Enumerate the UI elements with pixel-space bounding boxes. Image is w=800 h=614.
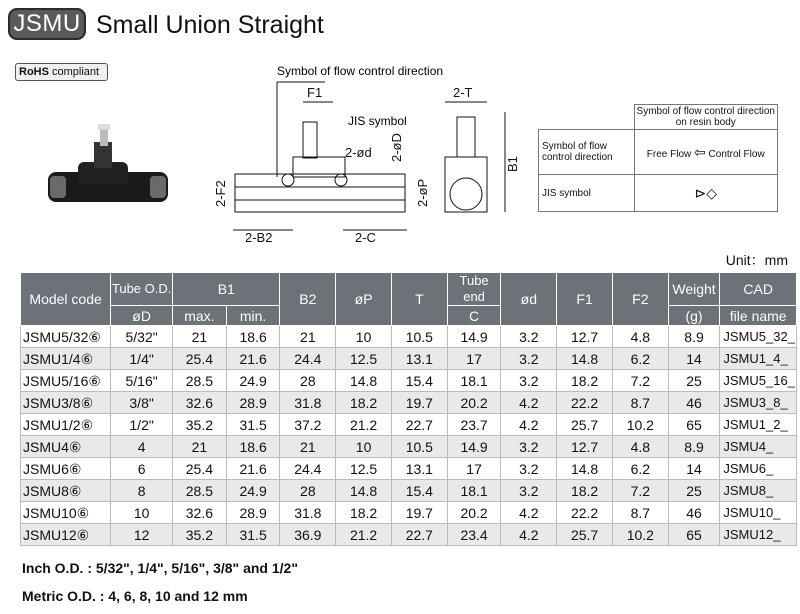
col-cad-sub: file name bbox=[720, 306, 797, 326]
flow-symbol-label: Symbol of flow control direction bbox=[277, 64, 444, 78]
table-cell: 21 bbox=[173, 326, 227, 348]
dim-c: 2-C bbox=[355, 230, 376, 245]
rohs-label: compliant bbox=[52, 66, 100, 78]
table-cell: 18.2 bbox=[336, 392, 392, 414]
free-flow-label: Free Flow bbox=[646, 148, 692, 160]
table-cell: 21 bbox=[173, 436, 227, 458]
table-cell: 8.7 bbox=[612, 502, 668, 524]
table-cell: 3.2 bbox=[501, 348, 557, 370]
jis-label: JIS symbol bbox=[348, 114, 407, 128]
table-cell: 32.6 bbox=[173, 502, 227, 524]
flow-arrow-icon: ⇦ bbox=[694, 143, 706, 160]
table-cell: 7.2 bbox=[612, 370, 668, 392]
technical-drawing bbox=[205, 62, 535, 252]
table-cell: 24.9 bbox=[226, 480, 280, 502]
table-cell: JSMU10_ bbox=[720, 502, 797, 524]
table-cell: 65 bbox=[668, 414, 720, 436]
table-row bbox=[21, 348, 797, 370]
table-cell: 3.2 bbox=[501, 458, 557, 480]
table-cell: 32.6 bbox=[173, 392, 227, 414]
col-weight: Weight bbox=[668, 273, 720, 306]
table-cell: 12.5 bbox=[336, 348, 392, 370]
table-row bbox=[21, 436, 797, 458]
col-tube-od: Tube O.D. bbox=[111, 273, 173, 306]
table-cell: 22.7 bbox=[391, 414, 447, 436]
table-cell: 12.5 bbox=[336, 458, 392, 480]
table-cell: 28 bbox=[280, 370, 336, 392]
table-cell: 15.4 bbox=[391, 370, 447, 392]
table-cell: 10 bbox=[336, 326, 392, 348]
table-cell: 23.4 bbox=[447, 524, 501, 546]
table-cell: 24.4 bbox=[280, 458, 336, 480]
table-cell: 25 bbox=[668, 370, 720, 392]
table-cell: 21.2 bbox=[336, 414, 392, 436]
flow-symbol-table bbox=[538, 104, 778, 212]
table-cell: JSMU3/8⑥ bbox=[21, 392, 111, 414]
table-cell: JSMU1_2_ bbox=[720, 414, 797, 436]
table-cell: 17 bbox=[447, 458, 501, 480]
table-cell: JSMU8⑥ bbox=[21, 480, 111, 502]
table-cell: 8.7 bbox=[612, 392, 668, 414]
col-b1: B1 bbox=[173, 273, 280, 306]
table-cell: 31.5 bbox=[226, 414, 280, 436]
table-cell: 10.2 bbox=[612, 524, 668, 546]
inch-note: Inch O.D. : 5/32", 1/4", 5/16", 3/8" and 1/2" bbox=[22, 560, 298, 576]
table-row bbox=[21, 458, 797, 480]
table-cell: 21.2 bbox=[336, 524, 392, 546]
table-cell: 20.2 bbox=[447, 392, 501, 414]
table-cell: 24.9 bbox=[226, 370, 280, 392]
table-cell: 6.2 bbox=[612, 348, 668, 370]
table-cell: 4.8 bbox=[612, 326, 668, 348]
table-cell: 28.5 bbox=[173, 480, 227, 502]
dim-od: 2-ød bbox=[345, 145, 372, 160]
table-cell: 46 bbox=[668, 502, 720, 524]
table-cell: 21.6 bbox=[226, 348, 280, 370]
table-cell: 17 bbox=[447, 348, 501, 370]
table-cell: 28 bbox=[280, 480, 336, 502]
table-cell: JSMU5/16⑥ bbox=[21, 370, 111, 392]
table-row bbox=[21, 502, 797, 524]
table-cell: 18.2 bbox=[336, 502, 392, 524]
side-row1-label: Symbol of flow control direction bbox=[539, 130, 635, 175]
table-row bbox=[21, 414, 797, 436]
table-cell: 24.4 bbox=[280, 348, 336, 370]
table-cell: JSMU5_32_ bbox=[720, 326, 797, 348]
dim-oD: 2-øD bbox=[389, 133, 404, 162]
unit-label: Unit：mm bbox=[725, 252, 788, 268]
jis-symbol-icon: ⊳◇ bbox=[694, 184, 717, 201]
col-weight-sub: (g) bbox=[668, 306, 720, 326]
table-cell: 31.8 bbox=[280, 392, 336, 414]
table-cell: JSMU8_ bbox=[720, 480, 797, 502]
table-cell: JSMU3_8_ bbox=[720, 392, 797, 414]
dim-oP: 2-øP bbox=[415, 178, 430, 207]
table-cell: 18.2 bbox=[557, 370, 613, 392]
table-cell: 65 bbox=[668, 524, 720, 546]
table-cell: 1/2" bbox=[111, 414, 173, 436]
table-cell: JSMU12_ bbox=[720, 524, 797, 546]
table-cell: 14.8 bbox=[557, 458, 613, 480]
table-cell: 3.2 bbox=[501, 370, 557, 392]
table-cell: 19.7 bbox=[391, 502, 447, 524]
table-cell: 14.8 bbox=[336, 370, 392, 392]
table-cell: 18.2 bbox=[557, 480, 613, 502]
dim-b1: B1 bbox=[505, 156, 520, 172]
table-cell: JSMU10⑥ bbox=[21, 502, 111, 524]
table-row bbox=[21, 392, 797, 414]
table-cell: 14.8 bbox=[336, 480, 392, 502]
table-cell: 28.9 bbox=[226, 392, 280, 414]
table-cell: 8.9 bbox=[668, 326, 720, 348]
table-cell: 31.8 bbox=[280, 502, 336, 524]
table-cell: 4.2 bbox=[501, 392, 557, 414]
dim-f2: 2-F2 bbox=[213, 180, 228, 207]
table-cell: JSMU6⑥ bbox=[21, 458, 111, 480]
side-row2-label: JIS symbol bbox=[539, 175, 635, 212]
table-cell: 10 bbox=[336, 436, 392, 458]
table-cell: 14.9 bbox=[447, 436, 501, 458]
metric-note: Metric O.D. : 4, 6, 8, 10 and 12 mm bbox=[22, 588, 248, 604]
table-cell: 4.2 bbox=[501, 502, 557, 524]
table-cell: 10.5 bbox=[391, 436, 447, 458]
dim-f1: F1 bbox=[307, 85, 323, 100]
col-b1-min: min. bbox=[226, 306, 280, 326]
rohs-badge: RoHS compliant bbox=[15, 63, 108, 81]
col-f2: F2 bbox=[612, 273, 668, 326]
table-cell: 21 bbox=[280, 436, 336, 458]
table-cell: 14 bbox=[668, 348, 720, 370]
table-cell: 4.2 bbox=[501, 414, 557, 436]
table-cell: 18.1 bbox=[447, 370, 501, 392]
table-cell: 5/32" bbox=[111, 326, 173, 348]
table-cell: 4.8 bbox=[612, 436, 668, 458]
table-row bbox=[21, 524, 797, 546]
table-cell: 28.5 bbox=[173, 370, 227, 392]
table-cell: 28.9 bbox=[226, 502, 280, 524]
table-cell: 12 bbox=[111, 524, 173, 546]
table-cell: 3.2 bbox=[501, 326, 557, 348]
table-row bbox=[21, 326, 797, 348]
table-cell: 25.4 bbox=[173, 348, 227, 370]
table-cell: 8 bbox=[111, 480, 173, 502]
col-op: øP bbox=[336, 273, 392, 326]
table-cell: 35.2 bbox=[173, 524, 227, 546]
table-cell: 14.9 bbox=[447, 326, 501, 348]
table-cell: 21.6 bbox=[226, 458, 280, 480]
table-cell: 25.7 bbox=[557, 524, 613, 546]
table-cell: 19.7 bbox=[391, 392, 447, 414]
table-cell: 6.2 bbox=[612, 458, 668, 480]
table-cell: 22.2 bbox=[557, 392, 613, 414]
table-cell: 10.5 bbox=[391, 326, 447, 348]
col-f1: F1 bbox=[557, 273, 613, 326]
col-model: Model code bbox=[21, 273, 111, 326]
table-cell: JSMU1/4⑥ bbox=[21, 348, 111, 370]
table-cell: 8.9 bbox=[668, 436, 720, 458]
page-title: Small Union Straight bbox=[96, 11, 324, 39]
side-header: Symbol of flow control direction on resin body bbox=[634, 105, 778, 130]
table-cell: JSMU1/2⑥ bbox=[21, 414, 111, 436]
col-b1-max: max. bbox=[173, 306, 227, 326]
table-row bbox=[21, 480, 797, 502]
table-cell: 13.1 bbox=[391, 348, 447, 370]
col-t: T bbox=[391, 273, 447, 326]
table-cell: JSMU1_4_ bbox=[720, 348, 797, 370]
product-photo bbox=[38, 120, 178, 220]
table-cell: 14.8 bbox=[557, 348, 613, 370]
table-cell: 12.7 bbox=[557, 326, 613, 348]
table-cell: JSMU12⑥ bbox=[21, 524, 111, 546]
table-cell: 20.2 bbox=[447, 502, 501, 524]
product-code-badge: JSMU bbox=[8, 8, 86, 40]
table-cell: JSMU4⑥ bbox=[21, 436, 111, 458]
col-od: ød bbox=[501, 273, 557, 326]
table-cell: 18.1 bbox=[447, 480, 501, 502]
table-cell: JSMU5_16_ bbox=[720, 370, 797, 392]
table-cell: 10.2 bbox=[612, 414, 668, 436]
col-b2: B2 bbox=[280, 273, 336, 326]
table-cell: 5/16" bbox=[111, 370, 173, 392]
table-cell: 35.2 bbox=[173, 414, 227, 436]
table-cell: 31.5 bbox=[226, 524, 280, 546]
dim-t: 2-T bbox=[453, 85, 473, 100]
table-cell: 6 bbox=[111, 458, 173, 480]
table-cell: 18.6 bbox=[226, 326, 280, 348]
col-tube-end-sub: C bbox=[447, 306, 501, 326]
table-cell: 23.7 bbox=[447, 414, 501, 436]
table-cell: 22.7 bbox=[391, 524, 447, 546]
table-cell: 3.2 bbox=[501, 436, 557, 458]
spec-table bbox=[20, 272, 797, 546]
table-cell: 3.2 bbox=[501, 480, 557, 502]
table-cell: 4 bbox=[111, 436, 173, 458]
table-cell: 10 bbox=[111, 502, 173, 524]
col-tube-end: Tube end bbox=[447, 273, 501, 306]
table-row bbox=[21, 370, 797, 392]
table-cell: 25 bbox=[668, 480, 720, 502]
table-cell: JSMU4_ bbox=[720, 436, 797, 458]
table-cell: 3/8" bbox=[111, 392, 173, 414]
col-cad: CAD bbox=[720, 273, 797, 306]
table-cell: 25.4 bbox=[173, 458, 227, 480]
table-cell: JSMU5/32⑥ bbox=[21, 326, 111, 348]
table-cell: 18.6 bbox=[226, 436, 280, 458]
table-cell: 15.4 bbox=[391, 480, 447, 502]
table-cell: 12.7 bbox=[557, 436, 613, 458]
table-cell: 37.2 bbox=[280, 414, 336, 436]
table-cell: 22.2 bbox=[557, 502, 613, 524]
table-cell: 25.7 bbox=[557, 414, 613, 436]
table-cell: 13.1 bbox=[391, 458, 447, 480]
table-cell: 36.9 bbox=[280, 524, 336, 546]
dim-b2: 2-B2 bbox=[245, 230, 273, 245]
control-flow-label: Control Flow bbox=[708, 148, 765, 160]
table-cell: 7.2 bbox=[612, 480, 668, 502]
table-cell: 46 bbox=[668, 392, 720, 414]
table-cell: 4.2 bbox=[501, 524, 557, 546]
table-cell: JSMU6_ bbox=[720, 458, 797, 480]
table-cell: 21 bbox=[280, 326, 336, 348]
col-tube-od-sub: øD bbox=[111, 306, 173, 326]
table-cell: 14 bbox=[668, 458, 720, 480]
table-cell: 1/4" bbox=[111, 348, 173, 370]
